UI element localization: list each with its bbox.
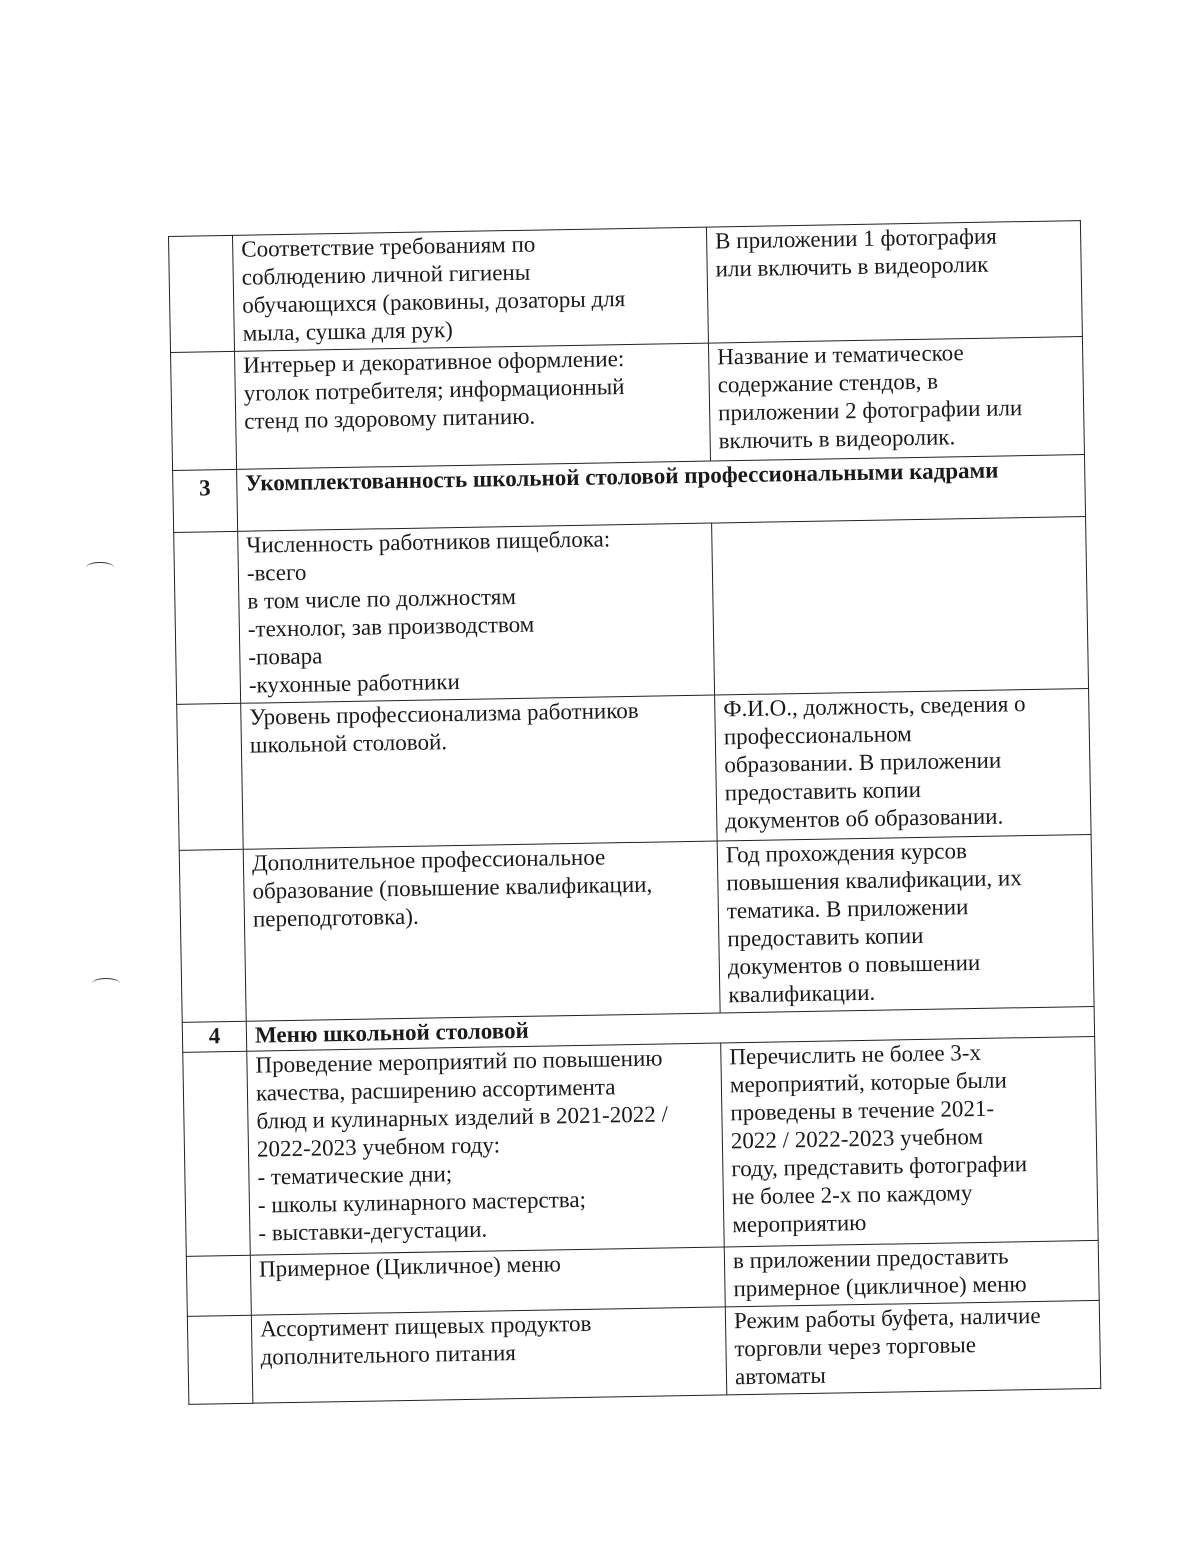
section-title: Укомплектованность школьной столовой профессиональными кадрами <box>237 455 1086 532</box>
criterion-cell: Ассортимент пищевых продуктов дополнительного питания <box>251 1307 726 1403</box>
criterion-cell: Примерное (Цикличное) меню <box>250 1247 725 1315</box>
criterion-cell: Интерьер и декоративное оформление: уголок потребителя; информационный стенд по здоровому питанию. <box>235 343 711 469</box>
table-row <box>187 1300 1100 1404</box>
evidence-cell: Название и тематическое содержание стендов, в приложении 2 фотографии или включить в видеоролик. <box>708 337 1084 462</box>
row-number-cell <box>179 849 246 1022</box>
row-number-cell <box>169 235 235 352</box>
table-row <box>174 517 1089 705</box>
criterion-cell: Уровень профессионализма работников школьной столовой. <box>241 695 717 849</box>
scan-artifact <box>86 562 114 573</box>
table-row <box>179 834 1094 1022</box>
section-number: 4 <box>182 1021 247 1052</box>
evidence-cell <box>712 517 1089 696</box>
criterion-cell: Проведение мероприятий по повышению качества, расширению ассортимента блюд и кулинарных изделий в 2021-2022 / 2022-2023 учебном году: - тематические дни; - школы кулинарного мастерства; - выставки-дегустации. <box>247 1043 724 1255</box>
section-title: Меню школьной столовой <box>246 1006 1094 1051</box>
evidence-cell: В приложении 1 фотография или включить в видеоролик <box>706 221 1082 344</box>
row-number-cell <box>171 351 237 470</box>
row-number-cell <box>186 1255 251 1316</box>
evidence-cell: Год прохождения курсов повышения квалификации, их тематика. В приложении предоставить копии документов о повышении квалификации. <box>717 834 1094 1013</box>
row-number-cell <box>183 1051 251 1256</box>
table-row <box>183 1036 1098 1256</box>
section-number: 3 <box>173 469 238 532</box>
requirements-table <box>168 220 1101 1405</box>
evidence-cell: Ф.И.О., должность, сведения о профессиональном образовании. В приложении предоставить копии документов об образовании. <box>715 689 1091 842</box>
row-number-cell <box>187 1315 253 1404</box>
row-number-cell <box>174 531 241 704</box>
table-row <box>171 337 1085 471</box>
evidence-cell: Режим работы буфета, наличие торговли через торговые автоматы <box>725 1300 1100 1395</box>
row-number-cell <box>177 703 244 850</box>
criterion-cell: Соответствие требованиям по соблюдению личной гигиены обучающихся (раковины, дозаторы для мыла, сушка для рук) <box>232 227 708 351</box>
criterion-cell: Дополнительное профессиональное образование (повышение квалификации, переподготовка). <box>243 841 720 1021</box>
scan-artifact <box>92 978 120 989</box>
table-row <box>177 689 1091 851</box>
criterion-cell: Численность работников пищеблока: -всего в том числе по должностям -технолог, зав производством -повара -кухонные работники <box>238 523 715 703</box>
table-row <box>169 221 1083 353</box>
criterion-line-justified: Уровень профессионализма работников <box>249 697 639 730</box>
evidence-cell: в приложении предоставить примерное (цикличное) меню <box>724 1240 1099 1307</box>
evidence-cell: Перечислить не более 3-х мероприятий, которые были проведены в течение 2021- 2022 / 2022-2023 учебном году, представить фотографии не более 2-х по каждому мероприятию <box>721 1036 1099 1246</box>
